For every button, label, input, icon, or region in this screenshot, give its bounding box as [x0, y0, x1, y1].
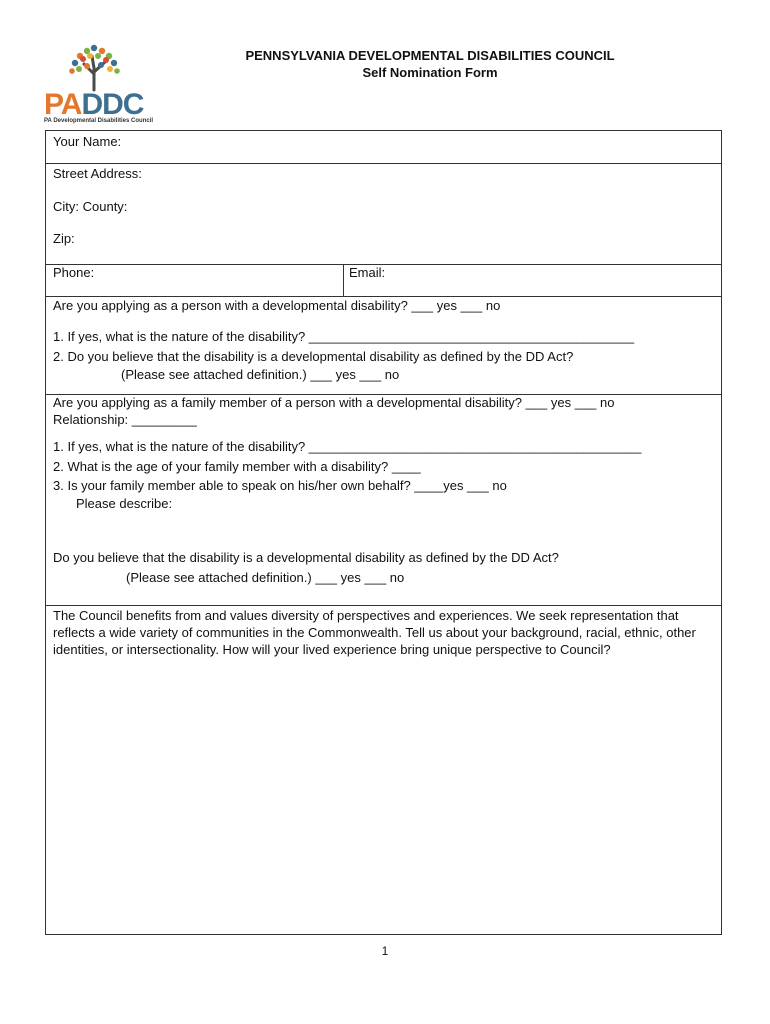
- divider: [46, 163, 721, 164]
- document-subtitle: Self Nomination Form: [362, 65, 498, 80]
- family-dd-act-question: Do you believe that the disability is a developmental disability as defined by the DD Act?: [53, 550, 559, 565]
- logo-wordmark: PADDC: [44, 88, 144, 121]
- divider-vertical: [343, 264, 344, 296]
- email-label: Email:: [349, 265, 386, 280]
- self-dd-act-question: 2. Do you believe that the disability is a developmental disability as defined by the DD Act?: [53, 349, 574, 364]
- city-county-label: City: County:: [53, 199, 128, 214]
- self-dd-act-answer: (Please see attached definition.) ___ yes ___ no: [121, 367, 400, 382]
- family-member-self-advocacy: 3. Is your family member able to speak on his/her own behalf? ____yes ___ no: [53, 478, 507, 493]
- family-member-age: 2. What is the age of your family member with a disability? ____: [53, 459, 421, 474]
- self-disability-nature: 1. If yes, what is the nature of the disability? _____________________________________________: [53, 329, 635, 344]
- your-name-label: Your Name:: [53, 134, 122, 149]
- paddc-logo: [42, 44, 154, 126]
- page-number: 1: [381, 944, 389, 958]
- please-describe-label: Please describe:: [76, 496, 173, 511]
- tree-icon: [60, 44, 130, 92]
- family-dd-act-answer: (Please see attached definition.) ___ yes ___ no: [126, 570, 405, 585]
- diversity-statement: The Council benefits from and values diversity of perspectives and experiences. We seek representation that reflects a wide variety of communities in the Commonwealth. Tell us about your background, racial, ethnic, other identities, or intersectionality. How will your lived experience bring unique perspective to Council?: [53, 608, 696, 657]
- self-disability-question: Are you applying as a person with a developmental disability? ___ yes ___ no: [53, 298, 501, 313]
- zip-label: Zip:: [53, 231, 75, 246]
- divider: [46, 296, 721, 297]
- nomination-form: [45, 130, 722, 935]
- street-address-label: Street Address:: [53, 166, 142, 181]
- family-disability-nature: 1. If yes, what is the nature of the disability? ______________________________________________: [53, 439, 642, 454]
- phone-label: Phone:: [53, 265, 95, 280]
- logo-subtitle: PA Developmental Disabilities Council: [44, 118, 154, 124]
- document-title: PENNSYLVANIA DEVELOPMENTAL DISABILITIES COUNCIL: [245, 48, 615, 63]
- divider: [46, 605, 721, 606]
- family-disability-question: Are you applying as a family member of a person with a developmental disability? ___ yes ___ no: [53, 395, 615, 410]
- relationship-label: Relationship: _________: [53, 412, 197, 427]
